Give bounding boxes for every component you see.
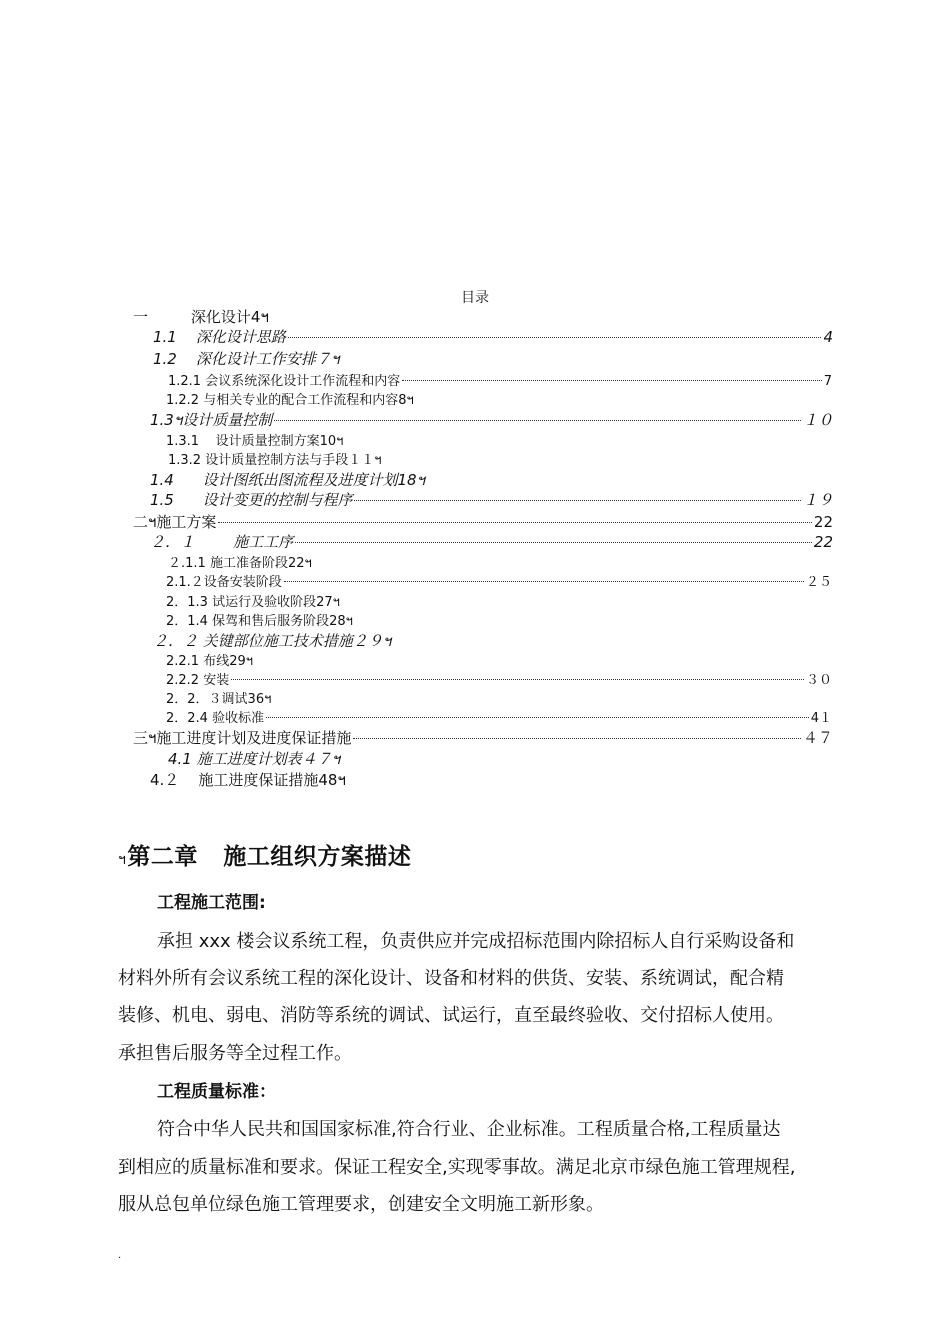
- toc-entry-page: 22ฯ: [287, 556, 312, 571]
- paragraph-mark: ฯ: [118, 852, 127, 868]
- toc-entry[interactable]: [168, 449, 382, 470]
- toc-entry[interactable]: [166, 591, 340, 612]
- section-heading: 工程施工范围:: [157, 893, 266, 913]
- paragraph-line: 材料外所有会议系统工程的深化设计、设备和材料的供货、安装、系统调试，配合精: [118, 968, 784, 989]
- paragraph-line: 到相应的质量标准和要求。保证工程安全,实现零事故。满足北京市绿色施工管理规程,: [118, 1157, 796, 1178]
- toc-entry-page: 28ฯ: [329, 614, 353, 629]
- toc-entry-text: 1.1 深化设计思路: [153, 328, 286, 346]
- toc-entry-page: 18ฯ: [397, 471, 425, 489]
- toc-entry-page: 4ฯ: [250, 308, 269, 326]
- toc-entry-text: 2．1.4 保驾和售后服务阶段: [166, 614, 330, 629]
- toc-entry[interactable]: [150, 531, 833, 552]
- toc-entry-page: 22: [813, 533, 833, 551]
- toc-entry-page: １９: [802, 491, 833, 509]
- toc-entry[interactable]: [168, 552, 312, 573]
- toc-entry[interactable]: [150, 408, 833, 432]
- toc-entry-text: ２．２ 关键部位施工技术措施: [153, 632, 353, 650]
- toc-entry-text: 2．2.4 验收标准: [166, 711, 265, 726]
- toc-entry[interactable]: [166, 688, 271, 709]
- paragraph-line: 装修、机电、弱电、消防等系统的调试、试运行，直至最终验收、交付招标人使用。: [118, 1005, 784, 1026]
- paragraph-line: 承担 xxx 楼会议系统工程，负责供应并完成招标范围内除招标人自行采购设备和: [157, 931, 795, 952]
- toc-entry[interactable]: [166, 430, 343, 451]
- toc-entry-text: 1.3.1 设计质量控制方案: [166, 434, 320, 449]
- toc-entry-text: ２.1.1 施工准备阶段: [168, 556, 288, 571]
- paragraph-line: 承担售后服务等全过程工作。: [118, 1043, 352, 1064]
- toc-entry[interactable]: [168, 370, 832, 389]
- toc-leader: [274, 420, 801, 421]
- toc-leader: [354, 500, 801, 501]
- toc-entry[interactable]: [166, 389, 414, 410]
- toc-entry-text: 三ฯ施工进度计划及进度保证措施: [133, 729, 352, 747]
- toc-leader: [266, 717, 809, 718]
- toc-entry-text: 2．1.3 试运行及验收阶段: [166, 595, 317, 610]
- toc-leader: [402, 380, 822, 381]
- toc-leader: [295, 542, 812, 543]
- toc-entry-page: ４７: [802, 729, 833, 747]
- toc-entry-page: 36ฯ: [247, 692, 272, 707]
- toc-entry-page: 48ฯ: [318, 771, 346, 789]
- paragraph-line: 符合中华人民共和国国家标准,符合行业、企业标准。工程质量合格,工程质量达: [157, 1119, 781, 1140]
- toc-entry-text: 2.2.1 布线: [166, 654, 230, 669]
- chapter-title: 第二章 施工组织方案描述: [127, 844, 412, 870]
- toc-entry-page: ４７ฯ: [301, 750, 341, 768]
- toc-entry-text: 1.5 设计变更的控制与程序: [150, 491, 353, 509]
- toc-entry[interactable]: [166, 650, 253, 671]
- toc-leader: [218, 522, 811, 523]
- toc-entry-text: 1.2.1 会议系统深化设计工作流程和内容: [168, 374, 401, 389]
- toc-entry-page: ３０: [805, 673, 832, 688]
- toc-entry-page: １０: [802, 411, 833, 429]
- toc-entry-page: 29ฯ: [229, 654, 254, 669]
- toc-entry-text: 1.3ฯ设计质量控制: [150, 411, 273, 429]
- toc-entry-text: 2.2.2 安装: [166, 673, 230, 688]
- toc-entry-page: 4: [823, 328, 833, 346]
- toc-entry[interactable]: [150, 489, 833, 510]
- chapter-heading: [118, 838, 411, 871]
- toc-entry-page: 27ฯ: [316, 595, 340, 610]
- toc-entry-text: 1.2.2 与相关专业的配合工作流程和内容: [166, 393, 399, 408]
- toc-entry-page: 10ฯ: [319, 434, 344, 449]
- toc-entry-text: 4.1 施工进度计划表: [168, 750, 302, 768]
- toc-entry[interactable]: [166, 610, 353, 631]
- toc-entry[interactable]: [166, 669, 832, 688]
- section-heading: 工程质量标准：: [157, 1082, 276, 1102]
- page-footer-mark: .: [118, 1250, 122, 1261]
- toc-leader: [284, 581, 804, 582]
- toc-entry-text: 1.4 设计图纸出图流程及进度计划: [150, 471, 398, 489]
- toc-entry-text: 二ฯ施工方案: [133, 513, 217, 531]
- toc-entry-page: 8ฯ: [398, 393, 414, 408]
- toc-entry[interactable]: [150, 768, 346, 792]
- toc-entry-text: ２．１ 施工工序: [150, 533, 294, 551]
- toc-entry-page: ２９ฯ: [352, 632, 392, 650]
- toc-leader: [353, 738, 801, 739]
- toc-entry-text: 1.2 深化设计工作安排: [153, 350, 316, 368]
- toc-entry[interactable]: [166, 707, 832, 726]
- toc-entry-page: 4１: [810, 711, 832, 726]
- toc-entry-page: 22: [813, 513, 833, 531]
- paragraph-line: 服从总包单位绿色施工管理要求，创建安全文明施工新形象。: [118, 1194, 604, 1215]
- toc-entry-text: 一 深化设计: [133, 308, 251, 326]
- toc-entry-page: ２５: [805, 575, 832, 590]
- toc-title: 目录: [461, 290, 489, 306]
- toc-leader: [288, 337, 822, 338]
- toc-entry[interactable]: [166, 571, 832, 590]
- toc-entry-text: 2.1.２设备安装阶段: [166, 575, 282, 590]
- toc-entry-text: 4.２ 施工进度保证措施: [150, 771, 319, 789]
- toc-leader: [231, 679, 804, 680]
- toc-entry-page: 7: [823, 374, 832, 389]
- toc-entry-text: 1.3.2 设计质量控制方法与手段: [168, 453, 349, 468]
- toc-entry-page: １１ฯ: [348, 453, 382, 468]
- toc-entry[interactable]: [153, 347, 339, 371]
- toc-entry-text: 2．2．３调试: [166, 692, 248, 707]
- toc-entry-page: ７ฯ: [315, 350, 340, 368]
- toc-entry[interactable]: [153, 326, 833, 347]
